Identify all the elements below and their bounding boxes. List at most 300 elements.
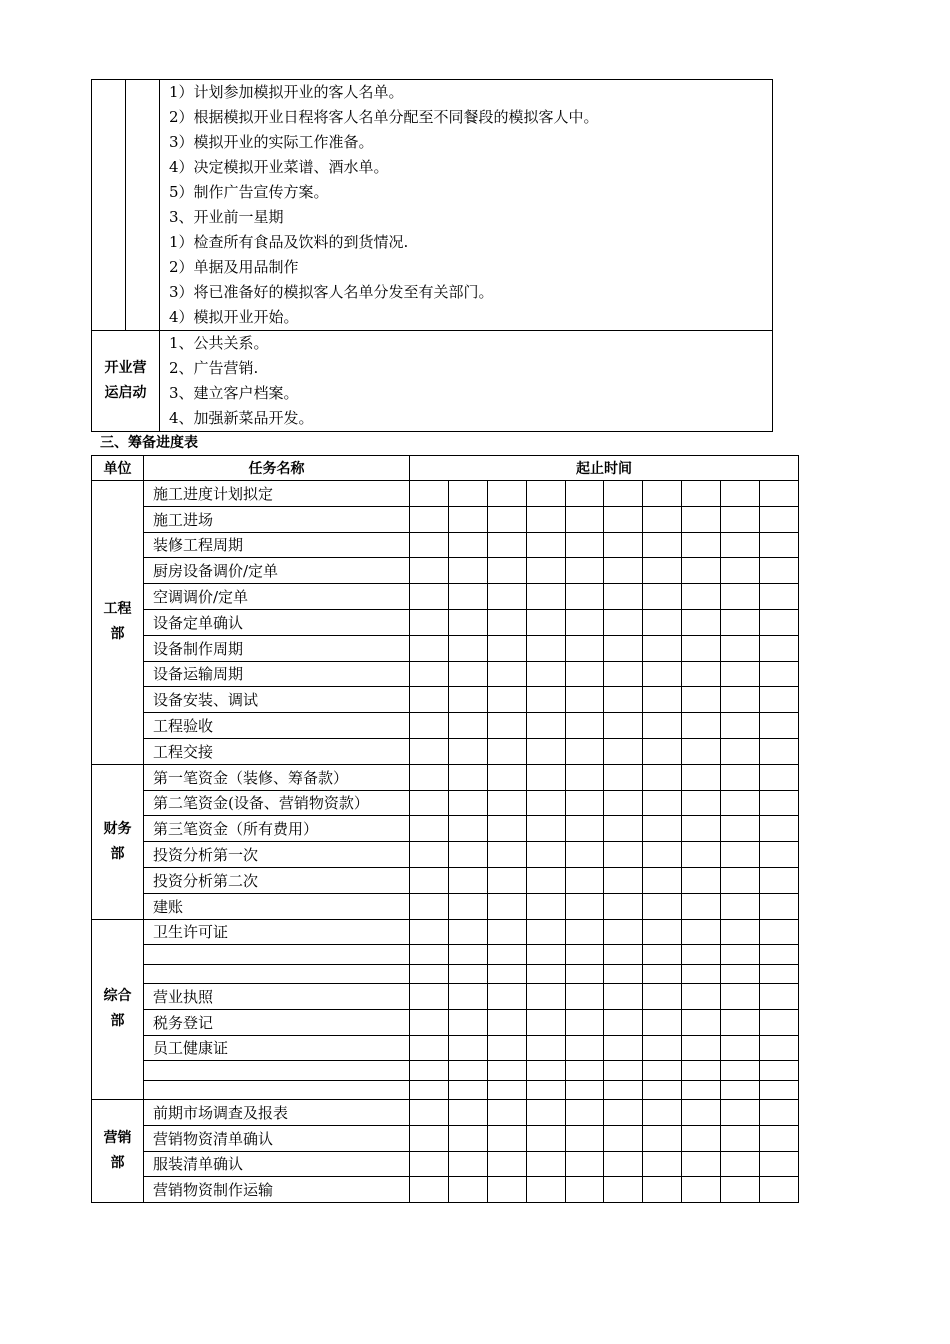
schedule-cell	[604, 816, 643, 842]
schedule-cell	[682, 842, 721, 868]
schedule-cell	[760, 609, 799, 635]
schedule-cell	[721, 842, 760, 868]
prep-item-line: 3）模拟开业的实际工作准备。	[169, 133, 374, 151]
table-row	[92, 661, 799, 687]
schedule-cell	[410, 687, 449, 713]
schedule-cell	[410, 481, 449, 507]
schedule-cell	[682, 790, 721, 816]
task-name-cell	[144, 1061, 410, 1080]
schedule-cell	[487, 713, 526, 739]
table-row	[92, 506, 799, 532]
schedule-cell	[643, 584, 682, 610]
schedule-cell	[487, 919, 526, 945]
schedule-cell	[721, 790, 760, 816]
schedule-cell	[760, 790, 799, 816]
schedule-cell	[487, 738, 526, 764]
schedule-cell	[760, 764, 799, 790]
schedule-cell	[565, 1099, 604, 1125]
schedule-cell	[682, 1177, 721, 1203]
table-row	[92, 1099, 799, 1125]
department-cell	[92, 919, 144, 1099]
prep-item-line: 1）计划参加模拟开业的客人名单。	[169, 83, 404, 101]
schedule-cell	[760, 964, 799, 983]
schedule-cell	[565, 1035, 604, 1061]
schedule-cell	[682, 1035, 721, 1061]
schedule-cell	[448, 1080, 487, 1099]
schedule-cell	[448, 506, 487, 532]
prep-subcategory-cell	[126, 80, 160, 331]
schedule-cell	[487, 1151, 526, 1177]
schedule-cell	[643, 661, 682, 687]
schedule-cell	[487, 558, 526, 584]
schedule-cell	[682, 661, 721, 687]
schedule-cell	[682, 532, 721, 558]
schedule-cell	[760, 635, 799, 661]
schedule-cell	[682, 1080, 721, 1099]
task-name-cell: 厨房设备调价/定单	[144, 558, 410, 584]
schedule-cell	[410, 1151, 449, 1177]
schedule-cell	[643, 609, 682, 635]
schedule-cell	[682, 506, 721, 532]
schedule-cell	[721, 1099, 760, 1125]
schedule-cell	[410, 1177, 449, 1203]
department-name-line: 综合	[103, 988, 132, 1005]
task-name-cell	[144, 945, 410, 964]
schedule-cell	[526, 713, 565, 739]
schedule-cell	[565, 1177, 604, 1203]
schedule-cell	[682, 764, 721, 790]
launch-label-line: 运启动	[104, 385, 147, 401]
schedule-cell	[487, 635, 526, 661]
schedule-cell	[721, 584, 760, 610]
schedule-cell	[760, 983, 799, 1009]
schedule-cell	[410, 713, 449, 739]
schedule-cell	[643, 481, 682, 507]
launch-items-cell	[160, 331, 773, 432]
department-name-line: 部	[110, 1155, 125, 1172]
table-row	[92, 945, 799, 964]
schedule-cell	[604, 584, 643, 610]
section-title: 三、筹备进度表	[100, 435, 198, 451]
schedule-cell	[410, 816, 449, 842]
schedule-cell	[448, 919, 487, 945]
schedule-cell	[643, 1151, 682, 1177]
schedule-cell	[410, 945, 449, 964]
schedule-cell	[487, 481, 526, 507]
prep-category-cell	[92, 80, 126, 331]
schedule-cell	[760, 1125, 799, 1151]
table-row	[92, 1151, 799, 1177]
schedule-cell	[487, 790, 526, 816]
launch-item-line: 2、广告营销.	[169, 359, 259, 377]
schedule-cell	[721, 945, 760, 964]
schedule-cell	[760, 1151, 799, 1177]
schedule-cell	[526, 1177, 565, 1203]
table-row	[92, 983, 799, 1009]
schedule-cell	[643, 713, 682, 739]
schedule-cell	[526, 964, 565, 983]
schedule-cell	[448, 1009, 487, 1035]
schedule-cell	[760, 1061, 799, 1080]
schedule-cell	[448, 816, 487, 842]
schedule-cell	[410, 1061, 449, 1080]
table-row	[92, 558, 799, 584]
schedule-cell	[760, 532, 799, 558]
schedule-cell	[643, 964, 682, 983]
schedule-cell	[526, 1080, 565, 1099]
task-name-cell: 前期市场调查及报表	[144, 1099, 410, 1125]
launch-item-line: 4、加强新菜品开发。	[169, 409, 314, 427]
prep-item-line: 3）将已准备好的模拟客人名单分发至有关部门。	[169, 283, 494, 301]
schedule-cell	[604, 609, 643, 635]
schedule-cell	[448, 893, 487, 919]
schedule-cell	[604, 790, 643, 816]
department-name-line: 工程	[103, 601, 132, 618]
schedule-cell	[410, 1035, 449, 1061]
schedule-cell	[448, 964, 487, 983]
department-cell	[92, 481, 144, 765]
table-row	[92, 584, 799, 610]
schedule-cell	[410, 964, 449, 983]
task-name-cell: 工程验收	[144, 713, 410, 739]
table-row	[92, 919, 799, 945]
schedule-cell	[487, 1061, 526, 1080]
schedule-cell	[682, 919, 721, 945]
schedule-cell	[643, 687, 682, 713]
schedule-cell	[643, 532, 682, 558]
schedule-cell	[682, 738, 721, 764]
schedule-cell	[760, 558, 799, 584]
task-name-cell: 卫生许可证	[144, 919, 410, 945]
schedule-cell	[487, 842, 526, 868]
schedule-cell	[604, 842, 643, 868]
task-name-cell: 第三笔资金（所有费用）	[144, 816, 410, 842]
schedule-cell	[487, 1080, 526, 1099]
schedule-cell	[682, 1061, 721, 1080]
schedule-cell	[682, 983, 721, 1009]
schedule-cell	[526, 867, 565, 893]
prep-item-line: 4）决定模拟开业菜谱、酒水单。	[169, 158, 389, 176]
table-row	[92, 790, 799, 816]
table-row	[92, 481, 799, 507]
schedule-cell	[410, 764, 449, 790]
schedule-cell	[487, 661, 526, 687]
schedule-cell	[604, 1099, 643, 1125]
schedule-cell	[565, 764, 604, 790]
schedule-cell	[526, 635, 565, 661]
schedule-cell	[565, 481, 604, 507]
header-unit: 单位	[92, 456, 144, 481]
schedule-cell	[604, 867, 643, 893]
department-cell	[92, 1099, 144, 1202]
schedule-cell	[721, 919, 760, 945]
schedule-cell	[526, 738, 565, 764]
schedule-cell	[604, 1061, 643, 1080]
header-task: 任务名称	[144, 456, 410, 481]
prep-items-cell	[160, 80, 773, 331]
schedule-cell	[643, 1080, 682, 1099]
schedule-cell	[526, 945, 565, 964]
schedule-cell	[682, 635, 721, 661]
schedule-cell	[410, 1080, 449, 1099]
schedule-cell	[682, 816, 721, 842]
schedule-cell	[682, 687, 721, 713]
schedule-cell	[565, 609, 604, 635]
schedule-cell	[682, 558, 721, 584]
schedule-cell	[721, 1125, 760, 1151]
schedule-cell	[604, 1125, 643, 1151]
schedule-cell	[643, 506, 682, 532]
schedule-cell	[448, 1035, 487, 1061]
schedule-cell	[448, 945, 487, 964]
prep-item-line: 5）制作广告宣传方案。	[169, 183, 329, 201]
task-name-cell: 税务登记	[144, 1009, 410, 1035]
task-name-cell: 营销物资清单确认	[144, 1125, 410, 1151]
schedule-cell	[565, 893, 604, 919]
table-row	[92, 1177, 799, 1203]
task-name-cell: 施工进场	[144, 506, 410, 532]
schedule-cell	[565, 558, 604, 584]
schedule-cell	[760, 1035, 799, 1061]
schedule-cell	[643, 1177, 682, 1203]
schedule-cell	[565, 635, 604, 661]
schedule-cell	[604, 687, 643, 713]
schedule-cell	[526, 687, 565, 713]
schedule-cell	[682, 1099, 721, 1125]
launch-category-label	[92, 331, 160, 432]
schedule-cell	[487, 964, 526, 983]
schedule-cell	[721, 1061, 760, 1080]
schedule-cell	[604, 713, 643, 739]
schedule-cell	[643, 1035, 682, 1061]
schedule-cell	[760, 867, 799, 893]
table-row	[92, 1035, 799, 1061]
schedule-cell	[760, 713, 799, 739]
task-name-cell: 员工健康证	[144, 1035, 410, 1061]
prep-item-line: 1）检查所有食品及饮料的到货情况.	[169, 233, 409, 251]
schedule-cell	[487, 1099, 526, 1125]
schedule-cell	[760, 1099, 799, 1125]
schedule-cell	[448, 713, 487, 739]
schedule-cell	[643, 1125, 682, 1151]
schedule-cell	[760, 506, 799, 532]
schedule-cell	[721, 687, 760, 713]
task-name-cell: 设备安装、调试	[144, 687, 410, 713]
table-row	[92, 738, 799, 764]
schedule-cell	[643, 816, 682, 842]
schedule-cell	[565, 584, 604, 610]
schedule-cell	[487, 1177, 526, 1203]
schedule-cell	[604, 1151, 643, 1177]
schedule-cell	[526, 584, 565, 610]
schedule-cell	[643, 738, 682, 764]
schedule-cell	[682, 1125, 721, 1151]
schedule-cell	[410, 983, 449, 1009]
schedule-cell	[604, 532, 643, 558]
schedule-cell	[721, 983, 760, 1009]
schedule-cell	[526, 983, 565, 1009]
schedule-cell	[448, 609, 487, 635]
launch-row	[92, 331, 773, 432]
schedule-cell	[604, 764, 643, 790]
schedule-cell	[604, 983, 643, 1009]
table-row	[92, 842, 799, 868]
task-name-cell: 空调调价/定单	[144, 584, 410, 610]
schedule-cell	[487, 506, 526, 532]
schedule-cell	[526, 609, 565, 635]
department-name-line: 部	[110, 626, 125, 643]
table-row	[92, 1080, 799, 1099]
launch-label-line: 开业营	[104, 360, 147, 376]
schedule-cell	[760, 661, 799, 687]
table-row	[92, 867, 799, 893]
schedule-cell	[448, 1151, 487, 1177]
schedule-cell	[487, 1125, 526, 1151]
schedule-cell	[721, 506, 760, 532]
table-row	[92, 1125, 799, 1151]
schedule-cell	[565, 816, 604, 842]
schedule-cell	[565, 842, 604, 868]
schedule-cell	[526, 893, 565, 919]
task-name-cell: 工程交接	[144, 738, 410, 764]
prep-item-line: 4）模拟开业开始。	[169, 308, 299, 326]
task-name-cell: 投资分析第一次	[144, 842, 410, 868]
schedule-cell	[643, 764, 682, 790]
task-name-cell: 第一笔资金（装修、筹备款）	[144, 764, 410, 790]
table-row	[92, 1061, 799, 1080]
schedule-cell	[565, 661, 604, 687]
table-row	[92, 816, 799, 842]
schedule-cell	[526, 1125, 565, 1151]
schedule-cell	[448, 532, 487, 558]
schedule-cell	[565, 983, 604, 1009]
schedule-cell	[565, 532, 604, 558]
schedule-cell	[487, 532, 526, 558]
schedule-cell	[410, 842, 449, 868]
schedule-cell	[604, 1009, 643, 1035]
schedule-cell	[682, 481, 721, 507]
schedule-cell	[410, 1125, 449, 1151]
schedule-cell	[526, 1061, 565, 1080]
task-name-cell: 设备定单确认	[144, 609, 410, 635]
schedule-cell	[643, 1061, 682, 1080]
schedule-cell	[682, 584, 721, 610]
schedule-cell	[526, 790, 565, 816]
schedule-cell	[604, 506, 643, 532]
schedule-cell	[721, 764, 760, 790]
prep-item-line: 2）根据模拟开业日程将客人名单分配至不同餐段的模拟客人中。	[169, 108, 599, 126]
task-name-cell	[144, 964, 410, 983]
schedule-cell	[721, 481, 760, 507]
schedule-cell	[448, 764, 487, 790]
schedule-cell	[526, 532, 565, 558]
schedule-cell	[682, 893, 721, 919]
task-name-cell: 建账	[144, 893, 410, 919]
schedule-cell	[604, 661, 643, 687]
schedule-cell	[526, 558, 565, 584]
schedule-cell	[448, 1177, 487, 1203]
schedule-cell	[643, 919, 682, 945]
table-row	[92, 687, 799, 713]
schedule-cell	[448, 687, 487, 713]
schedule-cell	[448, 1099, 487, 1125]
schedule-cell	[721, 1151, 760, 1177]
launch-item-line: 3、建立客户档案。	[169, 384, 299, 402]
schedule-cell	[487, 1035, 526, 1061]
schedule-cell	[410, 867, 449, 893]
department-cell	[92, 764, 144, 919]
schedule-cell	[643, 1009, 682, 1035]
schedule-cell	[487, 945, 526, 964]
opening-plan-table	[91, 79, 773, 432]
department-name-line: 财务	[103, 820, 132, 837]
schedule-cell	[526, 1009, 565, 1035]
schedule-cell	[721, 867, 760, 893]
task-name-cell: 营业执照	[144, 983, 410, 1009]
schedule-cell	[565, 1125, 604, 1151]
schedule-cell	[410, 506, 449, 532]
schedule-cell	[643, 558, 682, 584]
table-row	[92, 713, 799, 739]
schedule-cell	[604, 919, 643, 945]
schedule-cell	[410, 661, 449, 687]
schedule-cell	[682, 945, 721, 964]
schedule-cell	[448, 558, 487, 584]
table-row	[92, 1009, 799, 1035]
schedule-cell	[410, 532, 449, 558]
schedule-cell	[526, 481, 565, 507]
schedule-cell	[682, 1151, 721, 1177]
schedule-cell	[721, 816, 760, 842]
schedule-cell	[643, 1099, 682, 1125]
schedule-cell	[760, 842, 799, 868]
schedule-cell	[760, 893, 799, 919]
schedule-cell	[604, 1177, 643, 1203]
schedule-cell	[643, 945, 682, 964]
prep-item-line: 3、开业前一星期	[169, 208, 284, 226]
schedule-cell	[643, 867, 682, 893]
table-row	[92, 964, 799, 983]
schedule-cell	[760, 1177, 799, 1203]
schedule-cell	[565, 713, 604, 739]
header-time: 起止时间	[410, 456, 799, 481]
task-name-cell: 施工进度计划拟定	[144, 481, 410, 507]
schedule-cell	[448, 661, 487, 687]
schedule-cell	[682, 609, 721, 635]
schedule-cell	[448, 790, 487, 816]
schedule-cell	[448, 481, 487, 507]
schedule-cell	[448, 738, 487, 764]
schedule-cell	[643, 842, 682, 868]
schedule-cell	[487, 764, 526, 790]
schedule-cell	[448, 842, 487, 868]
schedule-cell	[604, 945, 643, 964]
schedule-cell	[410, 893, 449, 919]
schedule-cell	[565, 919, 604, 945]
schedule-cell	[448, 635, 487, 661]
schedule-cell	[526, 661, 565, 687]
task-name-cell: 服装清单确认	[144, 1151, 410, 1177]
schedule-cell	[760, 816, 799, 842]
schedule-cell	[643, 635, 682, 661]
schedule-cell	[526, 816, 565, 842]
department-name-line: 营销	[103, 1130, 132, 1147]
task-name-cell: 营销物资制作运输	[144, 1177, 410, 1203]
schedule-cell	[487, 1009, 526, 1035]
schedule-cell	[565, 506, 604, 532]
schedule-cell	[721, 532, 760, 558]
table-header-row	[92, 456, 799, 481]
